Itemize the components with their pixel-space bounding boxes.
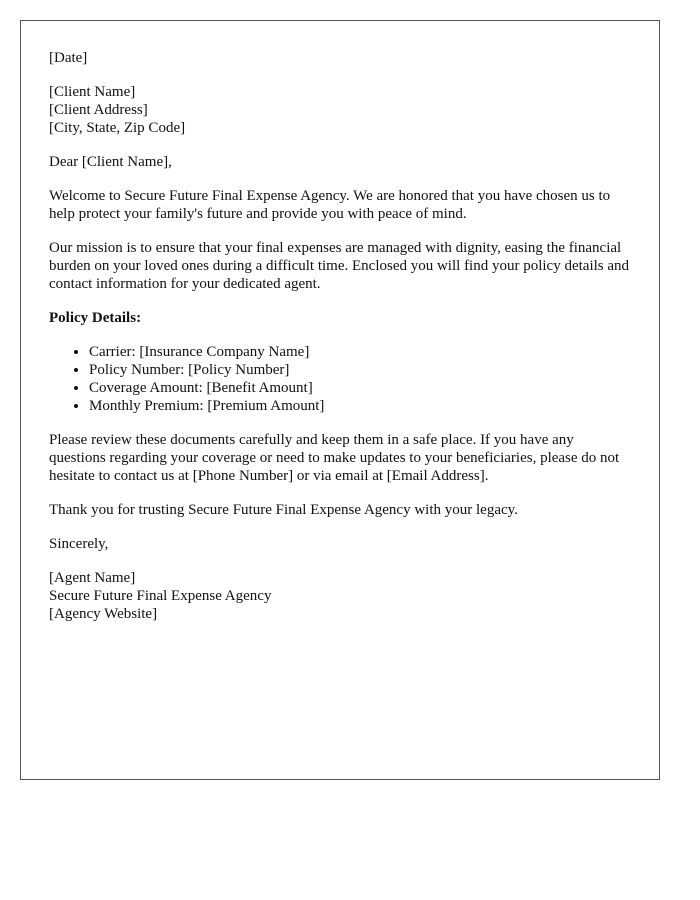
policy-details-heading: Policy Details:	[49, 310, 142, 326]
mission-paragraph: Our mission is to ensure that your final expenses are managed with dignity, easing the financial burden on your loved ones during a difficult time. Enclosed you will find your policy details and contact information for your dedicated agent.	[49, 240, 630, 292]
policy-item-monthly-premium: • Monthly Premium: [Premium Amount]	[89, 397, 631, 415]
review-paragraph: Please review these documents carefully and keep them in a safe place. If you have any questions regarding your coverage or need to make updates to your beneficiaries, please do not hesitate to contact us at [Phone Number] or via email at [Email Address].	[49, 432, 620, 484]
agent-name: [Agent Name]	[49, 570, 136, 586]
recipient-address-block	[49, 83, 631, 137]
policy-item-policy-number: • Policy Number: [Policy Number]	[89, 361, 631, 379]
recipient-name: [Client Name]	[49, 84, 136, 100]
letter-date: [Date]	[49, 50, 88, 66]
letter-page	[20, 20, 660, 780]
signature-block	[49, 569, 631, 623]
agency-name: Secure Future Final Expense Agency	[49, 588, 272, 604]
recipient-city-state-zip: [City, State, Zip Code]	[49, 120, 186, 136]
salutation: Dear [Client Name],	[49, 154, 172, 170]
thanks-paragraph: Thank you for trusting Secure Future Final Expense Agency with your legacy.	[49, 502, 518, 518]
recipient-address: [Client Address]	[49, 102, 148, 118]
closing: Sincerely,	[49, 536, 109, 552]
policy-details-list	[49, 343, 631, 415]
policy-item-coverage-amount: • Coverage Amount: [Benefit Amount]	[89, 379, 631, 397]
agency-website: [Agency Website]	[49, 606, 158, 622]
welcome-paragraph: Welcome to Secure Future Final Expense Agency. We are honored that you have chosen us to help protect your family's future and provide you with peace of mind.	[49, 188, 611, 222]
policy-item-carrier: • Carrier: [Insurance Company Name]	[89, 343, 631, 361]
